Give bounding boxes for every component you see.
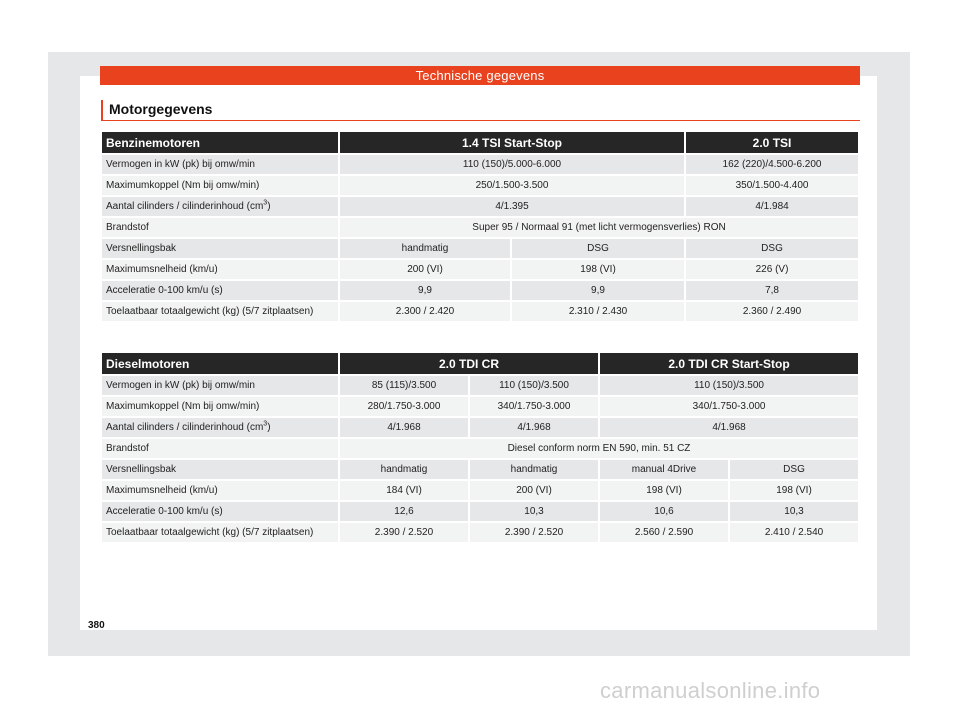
- column-header: Dieselmotoren: [102, 353, 338, 374]
- table-cell: DSG: [686, 239, 858, 258]
- table-header-row: [102, 353, 858, 374]
- table-cell: 280/1.750-3.000: [340, 397, 468, 416]
- table-cell: 198 (VI): [730, 481, 858, 500]
- row-label: Versnellingsbak: [102, 460, 338, 479]
- table-row: [102, 397, 858, 416]
- table-cell: 2.300 / 2.420: [340, 302, 510, 321]
- table-row: [102, 281, 858, 300]
- table-cell: 10,3: [470, 502, 598, 521]
- row-label: Versnellingsbak: [102, 239, 338, 258]
- row-label: [102, 197, 338, 216]
- table-cell: 110 (150)/5.000-6.000: [340, 155, 684, 174]
- table-cell: 198 (VI): [600, 481, 728, 500]
- table-cell: 4/1.968: [340, 418, 468, 437]
- row-label: Vermogen in kW (pk) bij omw/min: [102, 155, 338, 174]
- table-cell: 2.560 / 2.590: [600, 523, 728, 542]
- table-cell: 4/1.395: [340, 197, 684, 216]
- table-row: [102, 176, 858, 195]
- table-row: [102, 439, 858, 458]
- table-row: [102, 302, 858, 321]
- table-row: [102, 481, 858, 500]
- table-row: [102, 376, 858, 395]
- table-cell: 226 (V): [686, 260, 858, 279]
- table-cell: 200 (VI): [340, 260, 510, 279]
- section-title: Motorgegevens: [101, 100, 212, 120]
- column-header: 2.0 TDI CR: [340, 353, 598, 374]
- table-cell: 200 (VI): [470, 481, 598, 500]
- table-cell: Diesel conform norm EN 590, min. 51 CZ: [340, 439, 858, 458]
- row-label-end: ): [267, 201, 271, 212]
- row-label: Brandstof: [102, 439, 338, 458]
- table-cell: 2.360 / 2.490: [686, 302, 858, 321]
- table-cell: DSG: [512, 239, 684, 258]
- petrol-engine-table: [100, 130, 860, 323]
- table-cell: 10,3: [730, 502, 858, 521]
- table-cell: 184 (VI): [340, 481, 468, 500]
- table-cell: 2.390 / 2.520: [340, 523, 468, 542]
- diesel-engine-table: [100, 351, 860, 544]
- column-header: 1.4 TSI Start-Stop: [340, 132, 684, 153]
- table-row: [102, 523, 858, 542]
- table-cell: 85 (115)/3.500: [340, 376, 468, 395]
- table-cell: 198 (VI): [512, 260, 684, 279]
- row-label: Maximumsnelheid (km/u): [102, 481, 338, 500]
- table-cell: 7,8: [686, 281, 858, 300]
- table-header-row: [102, 132, 858, 153]
- superscript: 3: [263, 420, 268, 428]
- table-cell: 10,6: [600, 502, 728, 521]
- table-cell: manual 4Drive: [600, 460, 728, 479]
- table-cell: handmatig: [470, 460, 598, 479]
- table-row: [102, 460, 858, 479]
- row-label: Brandstof: [102, 218, 338, 237]
- table-row: [102, 155, 858, 174]
- table-cell: 4/1.984: [686, 197, 858, 216]
- row-label: Maximumsnelheid (km/u): [102, 260, 338, 279]
- page-number: 380: [88, 620, 105, 631]
- row-label: Toelaatbaar totaalgewicht (kg) (5/7 zitplaatsen): [102, 523, 338, 542]
- table-cell: 110 (150)/3.500: [600, 376, 858, 395]
- row-label: Acceleratie 0-100 km/u (s): [102, 502, 338, 521]
- table-row: [102, 197, 858, 216]
- row-label: [102, 418, 338, 437]
- section-divider: [101, 120, 860, 121]
- table-cell: 9,9: [512, 281, 684, 300]
- column-header: Benzinemotoren: [102, 132, 338, 153]
- table-cell: 162 (220)/4.500-6.200: [686, 155, 858, 174]
- row-label: Maximumkoppel (Nm bij omw/min): [102, 176, 338, 195]
- table-cell: 4/1.968: [470, 418, 598, 437]
- table-cell: 250/1.500-3.500: [340, 176, 684, 195]
- row-label-text: Aantal cilinders / cilinderinhoud (cm: [106, 422, 264, 433]
- table-cell: 2.390 / 2.520: [470, 523, 598, 542]
- column-header: 2.0 TSI: [686, 132, 858, 153]
- table-cell: 110 (150)/3.500: [470, 376, 598, 395]
- table-cell: 340/1.750-3.000: [600, 397, 858, 416]
- row-label: Vermogen in kW (pk) bij omw/min: [102, 376, 338, 395]
- column-header: 2.0 TDI CR Start-Stop: [600, 353, 858, 374]
- watermark: carmanualsonline.info: [600, 678, 821, 703]
- table-cell: DSG: [730, 460, 858, 479]
- row-label-end: ): [267, 422, 271, 433]
- row-label: Maximumkoppel (Nm bij omw/min): [102, 397, 338, 416]
- row-label-text: Aantal cilinders / cilinderinhoud (cm: [106, 201, 264, 212]
- table-cell: 2.310 / 2.430: [512, 302, 684, 321]
- table-row: [102, 502, 858, 521]
- superscript: 3: [263, 199, 268, 207]
- table-row: [102, 418, 858, 437]
- table-cell: handmatig: [340, 460, 468, 479]
- row-label: Acceleratie 0-100 km/u (s): [102, 281, 338, 300]
- table-cell: 12,6: [340, 502, 468, 521]
- chapter-header: Technische gegevens: [100, 66, 860, 85]
- table-row: [102, 260, 858, 279]
- table-row: [102, 218, 858, 237]
- row-label: Toelaatbaar totaalgewicht (kg) (5/7 zitplaatsen): [102, 302, 338, 321]
- table-cell: 2.410 / 2.540: [730, 523, 858, 542]
- table-cell: 4/1.968: [600, 418, 858, 437]
- table-cell: Super 95 / Normaal 91 (met licht vermogensverlies) RON: [340, 218, 858, 237]
- table-cell: 340/1.750-3.000: [470, 397, 598, 416]
- table-cell: 350/1.500-4.400: [686, 176, 858, 195]
- table-cell: 9,9: [340, 281, 510, 300]
- table-cell: handmatig: [340, 239, 510, 258]
- table-row: [102, 239, 858, 258]
